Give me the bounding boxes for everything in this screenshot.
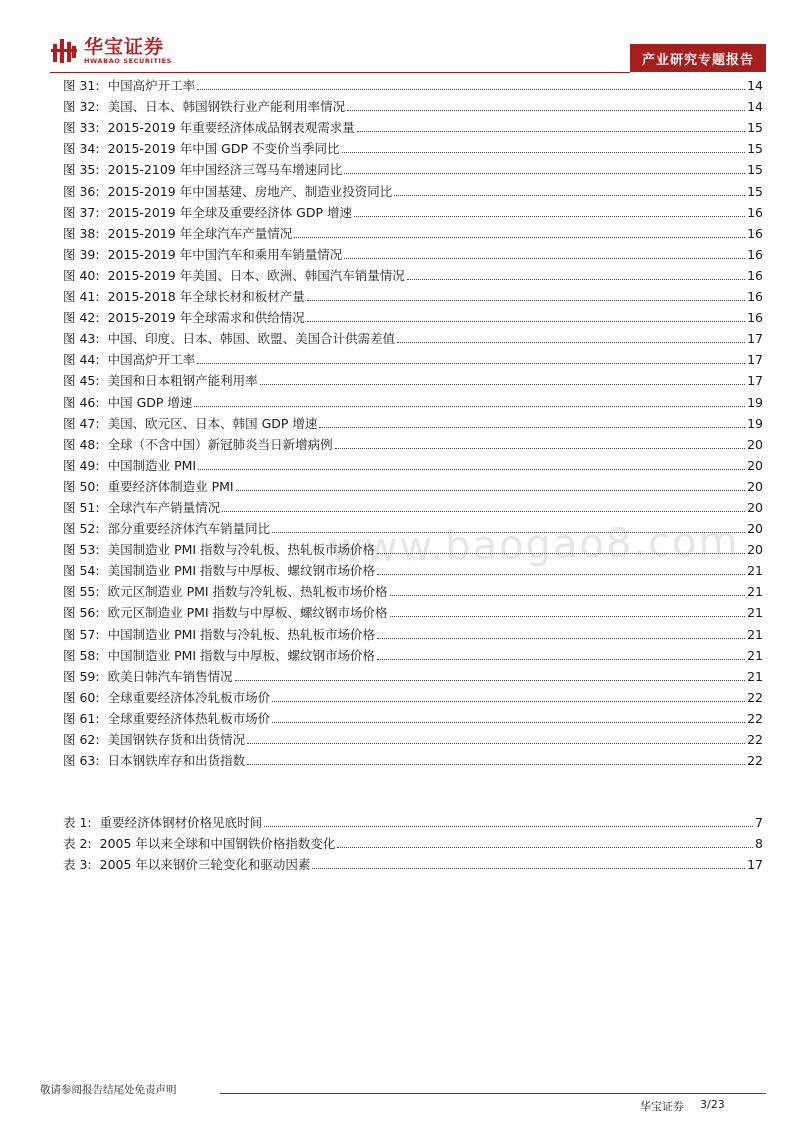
figure-entry[interactable]	[63, 73, 763, 94]
figure-entry-number: 图 38:	[63, 225, 100, 241]
figure-entry-title: 2015-2019 年中国 GDP 不变价当季同比	[107, 141, 340, 157]
dot-leader	[307, 320, 745, 322]
figure-entry[interactable]	[63, 432, 763, 453]
figure-entry-title: 2015-2019 年重要经济体成品钢表观需求量	[107, 120, 355, 136]
figure-entry-number: 图 35:	[63, 162, 100, 178]
figure-entry-number: 图 50:	[63, 478, 100, 494]
figure-entry-number: 图 63:	[63, 753, 100, 769]
figure-entry-title: 2015-2109 年中国经济三驾马车增速同比	[107, 162, 343, 178]
figure-entry-page: 16	[747, 310, 763, 326]
figure-entry-title: 中国制造业 PMI 指数与冷轧板、热轧板市场价格	[107, 626, 376, 642]
table-entry-title: 重要经济体钢材价格见底时间	[99, 815, 263, 830]
figure-entry-number: 图 51:	[63, 499, 100, 515]
dot-leader	[357, 130, 745, 132]
figure-entry-number: 图 62:	[63, 732, 100, 747]
figure-entry-title: 全球重要经济体热轧板市场价	[107, 710, 271, 726]
figure-entry-number: 图 56:	[63, 605, 100, 621]
figure-entry-number: 图 32:	[63, 99, 100, 115]
figure-entry-number: 图 36:	[63, 183, 100, 199]
figure-entry-title: 美国、日本、韩国钢铁行业产能利用率情况	[107, 99, 346, 115]
figure-entry-number: 图 53:	[63, 542, 100, 558]
figure-entry[interactable]	[63, 411, 763, 432]
figure-entry-page: 20	[747, 542, 763, 558]
figure-entry-title: 2015-2019 年中国汽车和乘用车销量情况	[107, 246, 343, 262]
table-entry-page: 7	[755, 815, 763, 830]
figure-entry-label	[63, 78, 195, 94]
figure-entry[interactable]	[63, 516, 763, 537]
dot-leader	[319, 426, 745, 428]
figure-entry-label	[63, 458, 196, 474]
figure-entry[interactable]	[63, 284, 763, 305]
figure-entry-number: 图 46:	[63, 394, 100, 410]
dot-leader	[197, 362, 745, 364]
figure-entry-label	[63, 162, 342, 178]
table-entry[interactable]	[63, 831, 763, 852]
figure-entry-label	[63, 395, 192, 411]
figure-entry-page: 15	[747, 183, 763, 199]
figure-entry-title: 重要经济体制造业 PMI	[107, 478, 234, 494]
table-toc-list	[63, 810, 763, 873]
figure-entry-page: 21	[747, 563, 763, 579]
figure-entry-label	[63, 732, 245, 748]
dot-leader	[312, 867, 745, 869]
figure-entry[interactable]	[63, 200, 763, 221]
figure-entry-page: 15	[747, 141, 763, 157]
figure-entry-title: 2015-2019 年全球及重要经济体 GDP 增速	[107, 204, 352, 220]
figure-entry-label	[63, 500, 220, 516]
figure-entry-label	[63, 416, 317, 432]
dot-leader	[197, 88, 745, 90]
figure-entry[interactable]	[63, 558, 763, 579]
table-entry[interactable]	[63, 810, 763, 831]
figure-entry-number: 图 40:	[63, 267, 100, 283]
figure-entry-page: 21	[747, 626, 763, 642]
figure-entry-title: 中国高炉开工率	[107, 352, 196, 368]
figure-entry-label	[63, 542, 375, 558]
figure-entry-title: 2015-2019 年中国基建、房地产、制造业投资同比	[107, 183, 393, 199]
figure-entry-page: 16	[747, 225, 763, 241]
figure-entry-title: 美国制造业 PMI 指数与中厚板、螺纹钢市场价格	[107, 563, 376, 579]
figure-entry[interactable]	[63, 136, 763, 157]
figure-entry-title: 2015-2019 年全球需求和供给情况	[107, 310, 305, 326]
figure-entry-page: 20	[747, 436, 763, 452]
page-header	[0, 0, 800, 74]
report-type-badge: 产业研究专题报告	[630, 44, 766, 72]
figure-entry[interactable]	[63, 221, 763, 242]
figure-entry-page: 22	[747, 710, 763, 726]
footer-company: 华宝证券	[640, 1100, 684, 1113]
dot-leader	[344, 172, 745, 174]
figure-entry-title: 全球重要经济体冷轧板市场价	[107, 689, 271, 705]
figure-entry-page: 14	[747, 99, 763, 115]
dot-leader	[247, 763, 745, 765]
figure-entry[interactable]	[63, 643, 763, 664]
figure-entry-title: 美国制造业 PMI 指数与冷轧板、热轧板市场价格	[107, 542, 376, 558]
figure-entry[interactable]	[63, 495, 763, 516]
figure-entry-page: 21	[747, 647, 763, 663]
figure-entry-label	[63, 120, 355, 136]
figure-entry-label	[63, 648, 375, 664]
figure-entry-label	[63, 268, 405, 284]
figure-entry-label	[63, 711, 270, 727]
figure-entry-title: 欧美日韩汽车销售情况	[107, 668, 233, 684]
figure-entry[interactable]	[63, 600, 763, 621]
figure-entry-label	[63, 141, 340, 157]
figure-entry-title: 美国和日本粗钢产能利用率	[107, 373, 258, 389]
figure-entry-number: 图 39:	[63, 246, 100, 262]
dot-leader	[272, 531, 745, 533]
figure-entry-title: 中国 GDP 增速	[107, 394, 193, 410]
figure-entry-label	[63, 99, 345, 115]
dot-leader	[236, 489, 746, 491]
figure-entry-title: 全球汽车产销量情况	[107, 499, 221, 515]
figure-entry[interactable]	[63, 157, 763, 178]
figure-entry-label	[63, 584, 388, 600]
figure-entry[interactable]	[63, 326, 763, 347]
dot-leader	[260, 383, 745, 385]
figure-entry[interactable]	[63, 664, 763, 685]
figure-entry[interactable]	[63, 453, 763, 474]
figure-entry[interactable]	[63, 347, 763, 368]
figure-entry-number: 图 54:	[63, 563, 100, 579]
figure-entry[interactable]	[63, 263, 763, 284]
figure-entry-page: 20	[747, 457, 763, 473]
figure-entry-number: 图 45:	[63, 373, 100, 389]
figure-entry-title: 欧元区制造业 PMI 指数与中厚板、螺纹钢市场价格	[107, 605, 388, 621]
figure-entry-label	[63, 627, 375, 643]
dot-leader	[335, 447, 745, 449]
figure-entry-label	[63, 310, 305, 326]
figure-entry-label	[63, 184, 392, 200]
table-entry-page: 8	[755, 836, 763, 851]
dot-leader	[377, 552, 745, 554]
figure-entry-page: 15	[747, 162, 763, 178]
figure-entry-number: 图 41:	[63, 289, 100, 305]
figure-entry[interactable]	[63, 727, 763, 748]
figure-entry-page: 20	[747, 521, 763, 537]
table-entry-label	[63, 857, 310, 873]
dot-leader	[264, 825, 753, 827]
figure-entry-number: 图 42:	[63, 310, 100, 326]
dot-leader	[407, 278, 745, 280]
figure-entry[interactable]	[63, 115, 763, 136]
figure-entry-number: 图 44:	[63, 352, 100, 368]
figure-entry-number: 图 31:	[63, 78, 100, 94]
dot-leader	[272, 721, 745, 723]
footer-page-number: 3/23	[700, 1098, 725, 1111]
dot-leader	[198, 468, 745, 470]
figure-entry-title: 2015-2019 年美国、日本、欧洲、韩国汽车销量情况	[107, 267, 405, 283]
footer-info	[640, 1098, 725, 1114]
figure-entry[interactable]	[63, 537, 763, 558]
table-entry-number: 表 1:	[63, 815, 92, 830]
figure-entry[interactable]	[63, 474, 763, 495]
figure-entry-label	[63, 605, 388, 621]
company-logo	[50, 36, 172, 66]
figure-entry-page: 19	[747, 394, 763, 410]
table-entry-title: 2005 年以来钢价三轮变化和驱动因素	[99, 857, 311, 872]
figure-entry-title: 中国高炉开工率	[107, 78, 196, 94]
figure-entry-label	[63, 521, 270, 537]
figure-entry-title: 美国钢铁存货和出货情况	[107, 732, 246, 747]
figure-entry-title: 2015-2019 年全球汽车产量情况	[107, 225, 293, 241]
table-entry-title: 2005 年以来全球和中国钢铁价格指数变化	[99, 836, 336, 851]
table-entry[interactable]	[63, 852, 763, 873]
figure-entry-title: 中国制造业 PMI	[107, 457, 197, 473]
dot-leader	[342, 151, 746, 153]
figure-entry-label	[63, 289, 305, 305]
figure-entry-page: 21	[747, 668, 763, 684]
table-entry-number: 表 3:	[63, 857, 92, 872]
dot-leader	[294, 236, 745, 238]
figure-entry-title: 欧元区制造业 PMI 指数与冷轧板、热轧板市场价格	[107, 584, 388, 600]
dot-leader	[272, 700, 745, 702]
figure-entry[interactable]	[63, 178, 763, 199]
figure-entry-page: 16	[747, 289, 763, 305]
dot-leader	[390, 615, 746, 617]
dot-leader	[377, 637, 745, 639]
dot-leader	[337, 846, 753, 848]
dot-leader	[344, 257, 745, 259]
figure-entry-label	[63, 205, 352, 221]
figure-entry-number: 图 43:	[63, 331, 100, 347]
dot-leader	[222, 510, 745, 512]
figure-entry-number: 图 52:	[63, 521, 100, 537]
figure-entry-number: 图 47:	[63, 415, 100, 431]
figure-entry-page: 22	[747, 732, 763, 747]
figure-toc-list	[63, 73, 763, 769]
figure-entry-page: 16	[747, 267, 763, 283]
figure-entry-label	[63, 226, 292, 242]
dot-leader	[397, 341, 745, 343]
figure-entry-label	[63, 690, 270, 706]
table-entry-label	[63, 815, 262, 831]
figure-entry-page: 17	[747, 331, 763, 347]
figure-entry-page: 17	[747, 373, 763, 389]
figure-entry[interactable]	[63, 685, 763, 706]
figure-entry-page: 14	[747, 78, 763, 94]
figure-entry[interactable]	[63, 368, 763, 389]
figure-entry-page: 22	[747, 689, 763, 705]
dot-leader	[347, 109, 745, 111]
figure-entry-number: 图 37:	[63, 204, 100, 220]
figure-entry[interactable]	[63, 389, 763, 410]
figure-entry-number: 图 61:	[63, 710, 100, 726]
figure-entry-title: 中国制造业 PMI 指数与中厚板、螺纹钢市场价格	[107, 647, 376, 663]
figure-entry-page: 20	[747, 499, 763, 515]
figure-entry-label	[63, 669, 233, 685]
dot-leader	[307, 299, 745, 301]
figure-entry-label	[63, 352, 195, 368]
figure-entry[interactable]	[63, 305, 763, 326]
dot-leader	[354, 215, 745, 217]
figure-entry-number: 图 57:	[63, 626, 100, 642]
dot-leader	[394, 194, 745, 196]
figure-entry-page: 22	[747, 753, 763, 769]
figure-entry-label	[63, 331, 395, 347]
figure-entry-number: 图 58:	[63, 647, 100, 663]
figure-entry-label	[63, 373, 258, 389]
figure-entry-label	[63, 563, 375, 579]
logo-chinese-name: 华宝证券	[84, 36, 165, 58]
figure-entry-page: 21	[747, 605, 763, 621]
figure-entry-title: 中国、印度、日本、韩国、欧盟、美国合计供需差值	[107, 331, 396, 347]
dot-leader	[377, 658, 745, 660]
figure-entry-title: 全球（不含中国）新冠肺炎当日新增病例	[107, 436, 333, 452]
table-entry-label	[63, 836, 335, 852]
figure-entry-page: 16	[747, 246, 763, 262]
figure-entry[interactable]	[63, 706, 763, 727]
figure-entry[interactable]	[63, 94, 763, 115]
figure-entry-label	[63, 437, 333, 453]
figure-entry-page: 17	[747, 352, 763, 368]
figure-entry-title: 部分重要经济体汽车销量同比	[107, 521, 271, 537]
figure-entry-number: 图 49:	[63, 457, 100, 473]
table-entry-page: 17	[747, 857, 763, 872]
dot-leader	[247, 742, 745, 744]
figure-entry-label	[63, 247, 342, 263]
figure-entry-page: 16	[747, 204, 763, 220]
figure-entry[interactable]	[63, 748, 763, 769]
dot-leader	[194, 405, 745, 407]
watermark: www.baogao8.com	[329, 518, 740, 572]
figure-entry-title: 2015-2018 年全球长材和板材产量	[107, 289, 305, 305]
logo-english-name: HWABAO SECURITIES	[84, 57, 172, 65]
figure-entry-page: 19	[747, 415, 763, 431]
footer-disclaimer: 敬请参阅报告结尾处免责声明	[40, 1084, 177, 1096]
figure-entry-label	[63, 479, 234, 495]
figure-entry-number: 图 48:	[63, 436, 100, 452]
figure-entry-number: 图 55:	[63, 584, 100, 600]
footer-divider	[220, 1093, 766, 1094]
figure-entry-title: 美国、欧元区、日本、韩国 GDP 增速	[107, 415, 318, 431]
figure-entry-number: 图 33:	[63, 120, 100, 136]
figure-entry[interactable]	[63, 579, 763, 600]
figure-entry-number: 图 34:	[63, 141, 100, 157]
hwabao-logo-icon	[50, 36, 80, 66]
dot-leader	[377, 573, 745, 575]
figure-entry-page: 15	[747, 120, 763, 136]
figure-entry[interactable]	[63, 621, 763, 642]
figure-entry-number: 图 60:	[63, 689, 100, 705]
dot-leader	[390, 594, 746, 596]
table-entry-number: 表 2:	[63, 836, 92, 851]
dot-leader	[235, 679, 745, 681]
figure-entry[interactable]	[63, 242, 763, 263]
figure-entry-label	[63, 753, 245, 769]
figure-entry-title: 日本钢铁库存和出货指数	[107, 753, 246, 769]
figure-entry-number: 图 59:	[63, 668, 100, 684]
figure-entry-page: 20	[747, 478, 763, 494]
figure-entry-page: 21	[747, 584, 763, 600]
